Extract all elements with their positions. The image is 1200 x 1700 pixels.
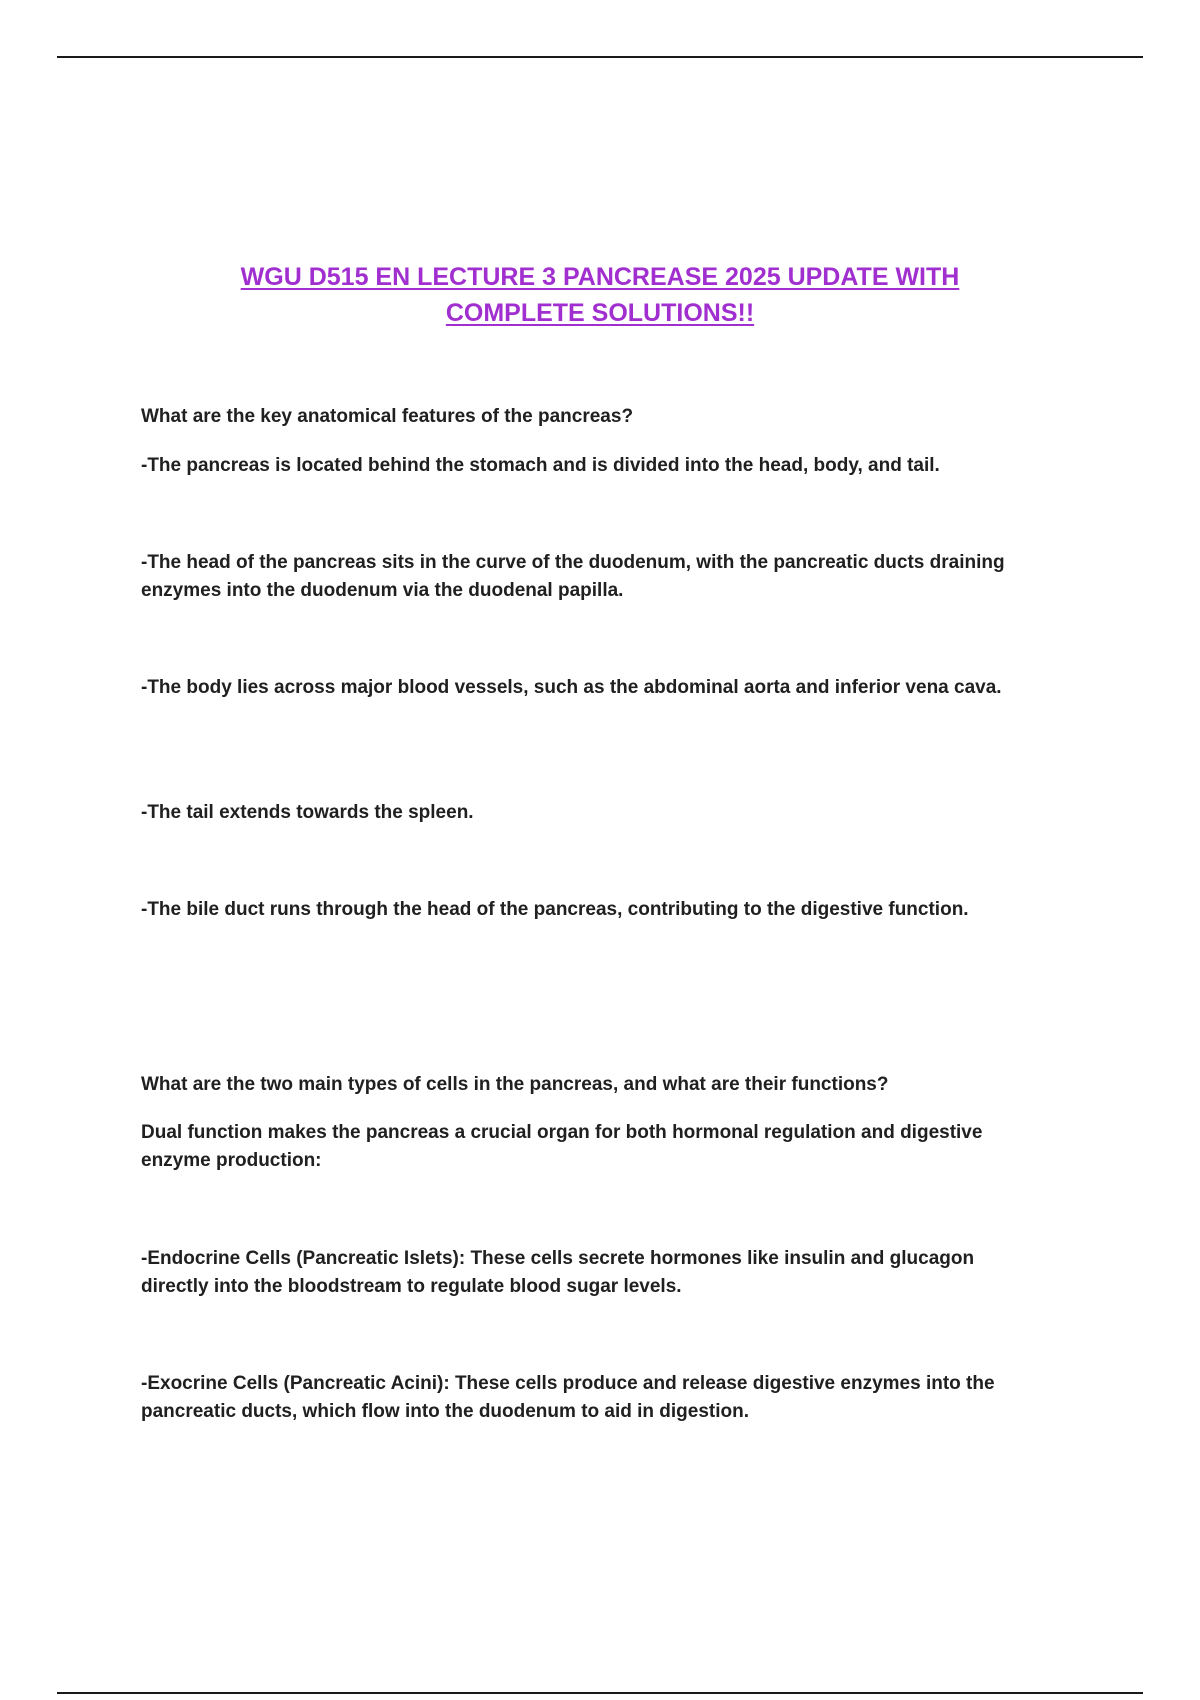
question-2: What are the two main types of cells in the pancreas, and what are their functions? bbox=[141, 1074, 889, 1095]
top-rule bbox=[57, 56, 1143, 58]
q1-answer-tail: -The tail extends towards the spleen. bbox=[141, 802, 474, 823]
q1-answer-head: -The head of the pancreas sits in the curve of the duodenum, with the pancreatic ducts draining enzymes into the duodenum via the duodenal papilla. bbox=[141, 552, 1005, 601]
document-title bbox=[0, 259, 1200, 331]
bottom-rule bbox=[57, 1692, 1143, 1694]
question-1: What are the key anatomical features of the pancreas? bbox=[141, 406, 634, 427]
title-line-1: WGU D515 EN LECTURE 3 PANCREASE 2025 UPDATE WITH bbox=[240, 263, 960, 291]
q2-answer-endocrine: -Endocrine Cells (Pancreatic Islets): These cells secrete hormones like insulin and glucagon directly into the bloodstream to regulate blood sugar levels. bbox=[141, 1248, 975, 1297]
q2-answer-exocrine: -Exocrine Cells (Pancreatic Acini): These cells produce and release digestive enzymes into the pancreatic ducts, which flow into the duodenum to aid in digestion. bbox=[141, 1373, 995, 1422]
q2-intro: Dual function makes the pancreas a crucial organ for both hormonal regulation and digestive enzyme production: bbox=[141, 1122, 983, 1171]
q1-answer-location: -The pancreas is located behind the stomach and is divided into the head, body, and tail. bbox=[141, 455, 940, 476]
title-line-2: COMPLETE SOLUTIONS!! bbox=[445, 299, 755, 327]
q1-answer-bile-duct: -The bile duct runs through the head of the pancreas, contributing to the digestive function. bbox=[141, 899, 969, 920]
q1-answer-body: -The body lies across major blood vessels, such as the abdominal aorta and inferior vena cava. bbox=[141, 677, 1002, 698]
